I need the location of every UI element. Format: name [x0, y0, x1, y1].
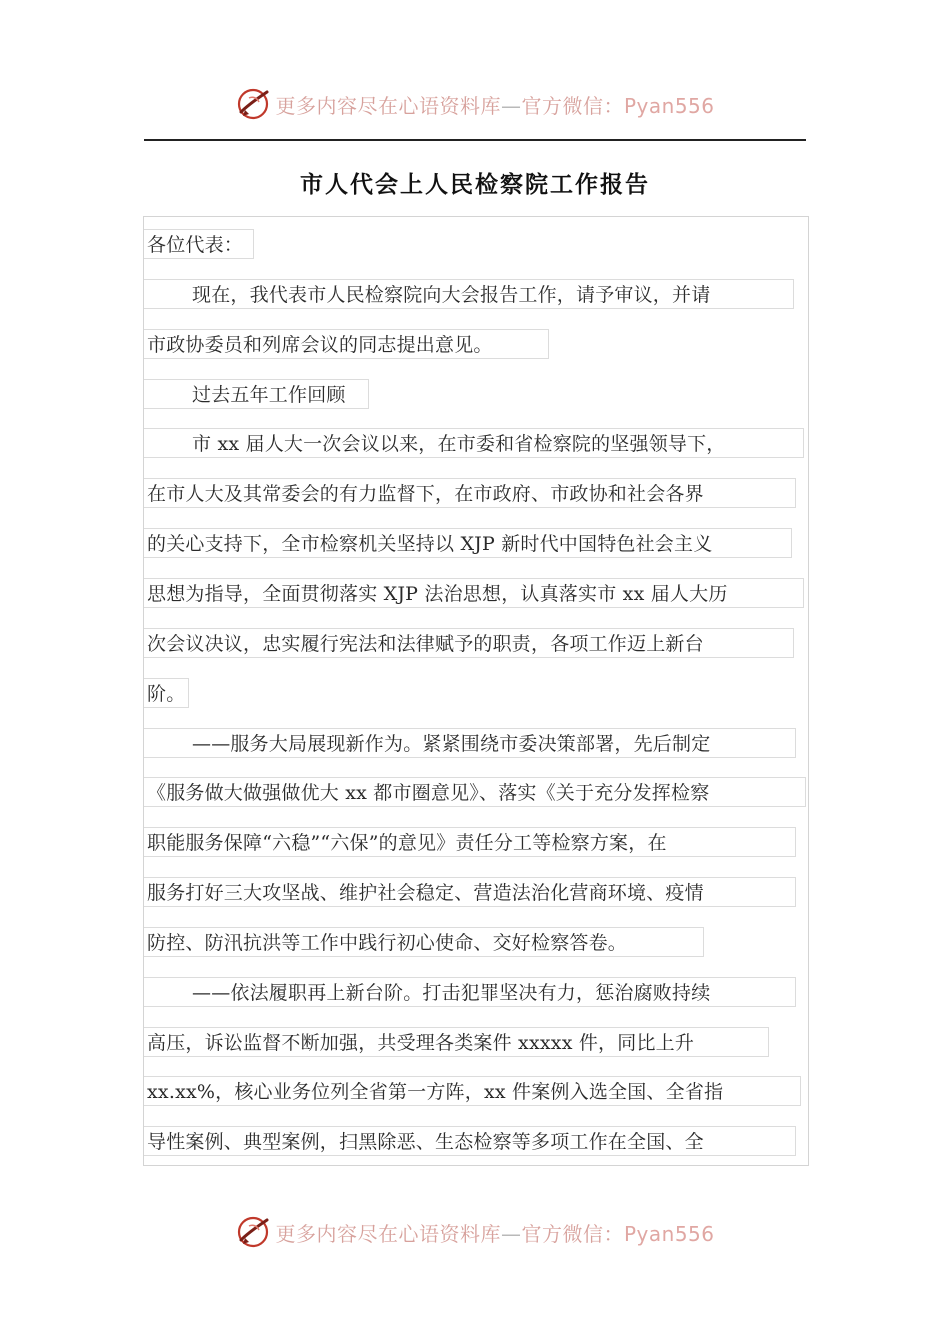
paragraph-line: 市政协委员和列席会议的同志提出意见。 [144, 329, 549, 359]
banner-separator: — [500, 1221, 522, 1246]
banner-contact-id: Pyan556 [623, 93, 715, 118]
paragraph-line: 阶。 [144, 678, 189, 708]
header-rule [144, 139, 806, 141]
paragraph-line: 现在，我代表市人民检察院向大会报告工作，请予审议，并请 [144, 279, 794, 309]
paragraph-line: 防控、防汛抗洪等工作中践行初心使命、交好检察答卷。 [144, 927, 704, 957]
paragraph-line: 高压，诉讼监督不断加强，共受理各类案件 xxxxx 件，同比上升 [144, 1027, 769, 1057]
banner-separator: — [500, 93, 522, 118]
banner-contact-id: Pyan556 [623, 1221, 715, 1246]
paragraph-line: 思想为指导，全面贯彻落实 XJP 法治思想，认真落实市 xx 届人大历 [144, 578, 804, 608]
paragraph-line: ——服务大局展现新作为。紧紧围绕市委决策部署，先后制定 [144, 728, 796, 758]
footer-banner [0, 1212, 950, 1252]
banner-contact-label: 官方微信： [521, 1221, 624, 1246]
paragraph-line: 的关心支持下，全市检察机关坚持以 XJP 新时代中国特色社会主义 [144, 528, 792, 558]
paragraph-line: 《服务做大做强做优大 xx 都市圈意见》、落实《关于充分发挥检察 [144, 777, 806, 807]
header-banner [0, 84, 950, 124]
paragraph-line: 各位代表： [144, 229, 254, 259]
paragraph-line: 次会议决议，忠实履行宪法和法律赋予的职责，各项工作迈上新台 [144, 628, 794, 658]
banner-slogan: 更多内容尽在心语资料库 [275, 93, 501, 118]
banner-text [275, 1218, 714, 1247]
paragraph-line: 服务打好三大攻坚战、维护社会稳定、营造法治化营商环境、疫情 [144, 877, 796, 907]
paragraph-line: xx.xx%，核心业务位列全省第一方阵，xx 件案例入选全国、全省指 [144, 1076, 801, 1106]
paragraph-line: 职能服务保障“六稳”“六保”的意见》责任分工等检察方案，在 [144, 827, 796, 857]
paragraph-line: 导性案例、典型案例，扫黑除恶、生态检察等多项工作在全国、全 [144, 1126, 796, 1156]
paragraph-line: 过去五年工作回顾 [144, 379, 369, 409]
paragraph-line: 在市人大及其常委会的有力监督下，在市政府、市政协和社会各界 [144, 478, 796, 508]
document-title: 市人代会上人民检察院工作报告 [300, 171, 650, 198]
banner-slogan: 更多内容尽在心语资料库 [275, 1221, 501, 1246]
pen-logo-icon [235, 86, 271, 122]
paragraph-line: ——依法履职再上新台阶。打击犯罪坚决有力，惩治腐败持续 [144, 977, 796, 1007]
banner-text [275, 90, 714, 119]
pen-logo-icon [235, 1214, 271, 1250]
banner-contact-label: 官方微信： [521, 93, 624, 118]
paragraph-line: 市 xx 届人大一次会议以来，在市委和省检察院的坚强领导下， [144, 428, 804, 458]
